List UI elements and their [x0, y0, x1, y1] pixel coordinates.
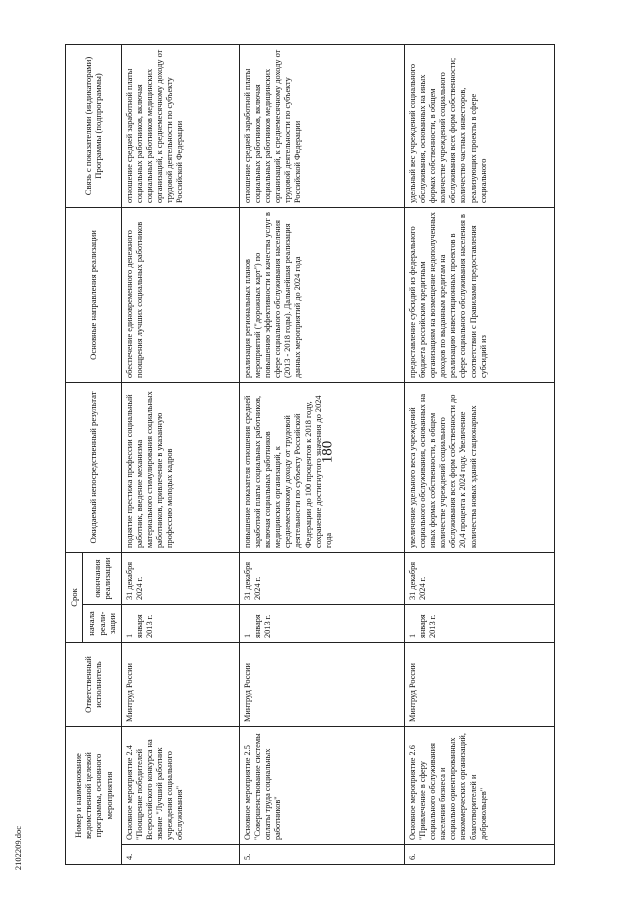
header-directions: Основные направления реализации [66, 207, 122, 382]
row-result: повышение показателя отношения средней заработной платы социальных работников, включая социальных работников медицинских организаций, к среднемесячному доходу от трудовой деятельности по субъекту Российской Федерации до 100 процентов к 2018 году, сохранение достигнутого значения до 2024 года [239, 382, 404, 552]
header-term-start: начала реали-зации [83, 605, 121, 643]
row-result: поднятие престижа профессии социальный работник, введение механизма материального стимулирования социальных работников, привлечение в указанную профессию молодых кадров [121, 382, 239, 552]
table-row [121, 44, 239, 864]
header-number-name: Номер и наименование ведомственной целевой программы, основного мероприятия [66, 727, 122, 865]
row-link: удельный вес учреждений социального обслуживания, основанных на иных формах собственности, в общем количестве учреждений социального обслуживания всех форм собственности; количество частных инвесторов, реализующих проекты в сфере социального [404, 44, 554, 207]
header-responsible: Ответственный исполнитель [66, 643, 122, 727]
row-name: Основное мероприятие 2.5 "Совершенствование системы оплаты труда социальных работников" [239, 727, 404, 845]
page-number: 180 [319, 440, 336, 464]
table-row [239, 44, 404, 864]
row-start: 1 января 2013 г. [404, 605, 554, 643]
program-table-rotated [65, 45, 625, 865]
header-result: Ожидаемый непосредственный результат [66, 382, 122, 552]
row-responsible: Минтруд России [239, 643, 404, 727]
program-table [65, 44, 555, 865]
row-start: 1 января 2013 г. [239, 605, 404, 643]
row-name: Основное мероприятие 2.4 "Поощрение победителей Всероссийского конкурса на звание "Лучший работник учреждения социального обслуживания" [121, 727, 239, 845]
document-code: 2102209.doc [13, 825, 23, 871]
row-number: 4. [121, 845, 239, 865]
row-end: 31 декабря 2024 г. [239, 552, 404, 604]
row-end: 31 декабря 2024 г. [404, 552, 554, 604]
header-term-end: окончания реализации [83, 552, 121, 604]
row-link: отношение средней заработной платы социальных работников, включая социальных работников медицинских организаций, к среднемесячному доходу от трудовой деятельности по субъекту Российской Федерации [121, 44, 239, 207]
row-responsible: Минтруд России [404, 643, 554, 727]
row-start: 1 января 2013 г. [121, 605, 239, 643]
row-responsible: Минтруд России [121, 643, 239, 727]
row-name: Основное мероприятие 2.6 "Привлечение в сферу социального обслуживания населения бизнеса и социально ориентированных некоммерческих организаций, благотворителей и добровольцев" [404, 727, 554, 845]
table-row [404, 44, 554, 864]
row-directions: предоставление субсидий из федерального бюджета российским кредитным организациям на возмещение недополученных доходов по выданным кредитам на реализацию инвестиционных проектов в сфере социального обслуживания населения в соответствии с Правилами предоставления субсидий из [404, 207, 554, 382]
header-link: Связь с показателями (индикаторами) Программы (подпрограммы) [66, 44, 122, 207]
row-link: отношение средней заработной платы социальных работников, включая социальных работников медицинских организаций, к среднемесячному доходу от трудовой деятельности по субъекту Российской Федерации [239, 44, 404, 207]
row-directions: реализация региональных планов мероприятий ("дорожных карт") по повышению эффективности и качества услуг в сфере социального обслуживания населения (2013 - 2018 годы). Дальнейшая реализация данных мероприятий до 2024 года [239, 207, 404, 382]
table-header-row [66, 44, 83, 864]
row-result: увеличение удельного веса учреждений социального обслуживания, основанных на иных формах собственности, в общем количестве учреждений социального обслуживания всех форм собственности до 20,4 процента к 2024 году. Увеличение количества новых зданий стационарных [404, 382, 554, 552]
header-term: Срок [66, 552, 83, 642]
row-directions: обеспечение единовременного денежного поощрения лучших социальных работников [121, 207, 239, 382]
row-number: 6. [404, 845, 554, 865]
row-number: 5. [239, 845, 404, 865]
row-end: 31 декабря 2024 г. [121, 552, 239, 604]
